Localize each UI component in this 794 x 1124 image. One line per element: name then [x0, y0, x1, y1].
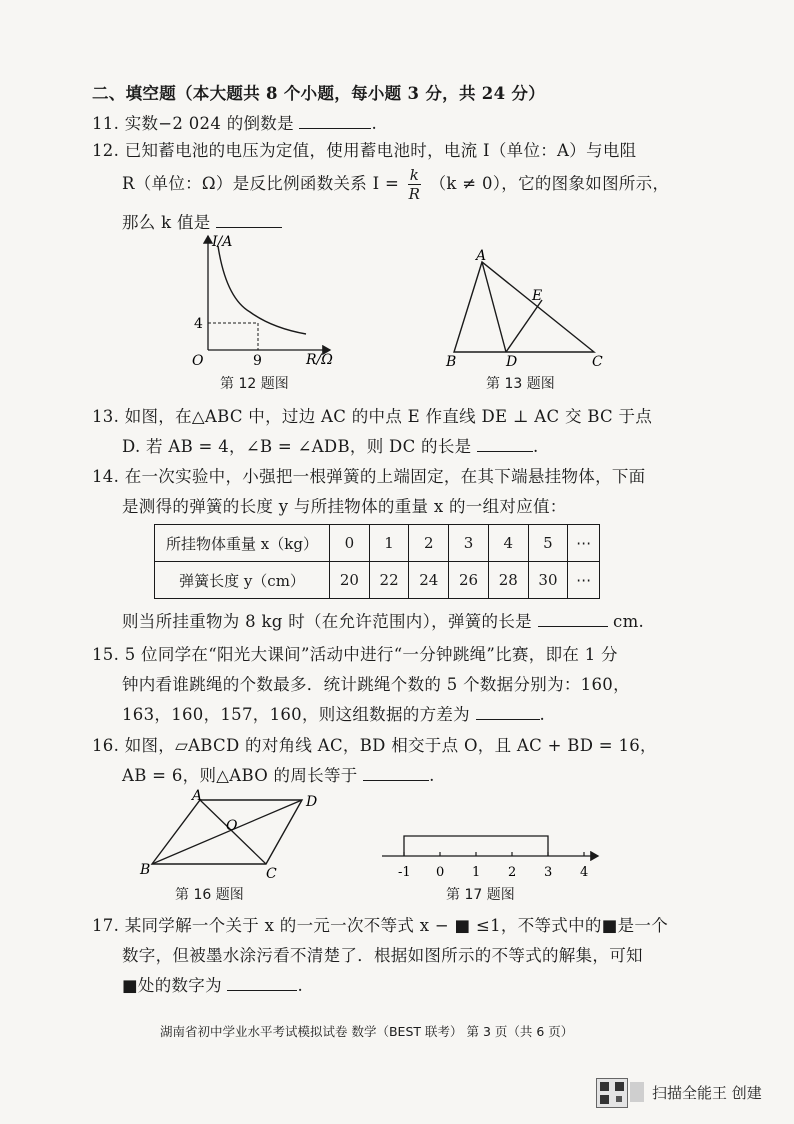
- question-11: [92, 110, 377, 134]
- question-14-line-1: [92, 463, 646, 487]
- question-text: 则当所挂重物为 8 kg 时（在允许范围内），弹簧的长是: [122, 612, 532, 631]
- question-16-line-2: [122, 762, 435, 786]
- question-text: 已知蓄电池的电压为定值，使用蓄电池时，电流 I（单位：A）与电阻: [124, 141, 637, 160]
- question-end: .: [297, 976, 303, 995]
- figure-13-triangle: [440, 248, 610, 372]
- table-cell: 3: [449, 525, 489, 562]
- question-17-line-1: [92, 912, 668, 936]
- question-text: 在一次实验中，小强把一根弹簧的上端固定，在其下端悬挂物体，下面: [124, 467, 646, 486]
- label-b: B: [140, 862, 151, 878]
- question-number: 12.: [92, 141, 120, 160]
- figure-17-number-line: [376, 826, 606, 884]
- question-number: 15.: [92, 645, 120, 664]
- question-end: .: [539, 705, 546, 724]
- question-12-line-1: [92, 137, 636, 161]
- answer-blank: [476, 705, 540, 720]
- figure-16-parallelogram: [136, 788, 326, 880]
- tick-label: 4: [580, 865, 589, 880]
- table-cell: ⋯: [568, 562, 600, 599]
- row-header: 所挂物体重量 x（kg）: [155, 525, 330, 562]
- question-17-line-3: [122, 972, 303, 996]
- question-text: R（单位：Ω）是反比例函数关系 I =: [122, 174, 400, 193]
- tick-label: -1: [398, 865, 411, 880]
- question-12-line-2: [122, 166, 669, 203]
- table-cell: 30: [528, 562, 568, 599]
- table-row: [155, 525, 600, 562]
- table-cell: 2: [409, 525, 449, 562]
- question-end: .: [429, 766, 435, 785]
- y-tick-label: 4: [194, 316, 203, 332]
- question-text: 钟内看谁跳绳的个数最多．统计跳绳个数的 5 个数据分别为：160，: [122, 675, 630, 694]
- question-text: （k ≠ 0），它的图象如图所示，: [429, 174, 670, 193]
- question-number: 14.: [92, 467, 120, 486]
- question-number: 11.: [92, 114, 120, 133]
- question-15-line-1: [92, 641, 618, 665]
- question-number: 16.: [92, 736, 120, 755]
- segment-ad: [482, 262, 506, 352]
- table-row: [155, 562, 600, 599]
- y-axis-label: I/A: [212, 234, 233, 250]
- question-text: 实数−2 024 的倒数是: [124, 114, 294, 133]
- x-axis-label: R/Ω: [306, 352, 333, 368]
- table-cell: 28: [488, 562, 528, 599]
- hyperbola-curve: [218, 246, 306, 334]
- question-end: .: [371, 114, 377, 133]
- question-text: 163，160，157，160，则这组数据的方差为: [122, 705, 470, 724]
- table-cell: 5: [528, 525, 568, 562]
- question-text: 那么 k 值是: [122, 213, 211, 232]
- label-b: B: [446, 354, 457, 370]
- table-cell: 0: [330, 525, 370, 562]
- question-text: 5 位同学在“阳光大课间”活动中进行“一分钟跳绳”比赛，即在 1 分: [124, 645, 618, 664]
- triangle-abc: [454, 262, 594, 352]
- page-footer: 湖南省初中学业水平考试模拟试卷 数学（BEST 联考） 第 3 页（共 6 页）: [160, 1024, 574, 1039]
- row-header: 弹簧长度 y（cm）: [155, 562, 330, 599]
- question-13-line-1: [92, 403, 652, 427]
- figure-17-caption: 第 17 题图: [446, 887, 515, 903]
- scanner-app-logo: [630, 1082, 644, 1102]
- tick-label: 0: [436, 865, 445, 880]
- qr-code-icon: [596, 1078, 628, 1108]
- label-c: C: [266, 866, 277, 880]
- question-text: ■处的数字为: [122, 976, 222, 995]
- question-text: AB = 6，则△ABO 的周长等于: [122, 766, 358, 785]
- label-a: A: [476, 248, 487, 264]
- question-text: 如图，在△ABC 中，过边 AC 的中点 E 作直线 DE ⊥ AC 交 BC 于点: [124, 407, 653, 426]
- label-e: E: [532, 288, 543, 304]
- tick-label: 1: [472, 865, 481, 880]
- question-text: 数字，但被墨水涂污看不清楚了．根据如图所示的不等式的解集，可知: [122, 946, 643, 965]
- question-number: 13.: [92, 407, 120, 426]
- answer-blank: [227, 976, 297, 991]
- label-d: D: [306, 794, 318, 810]
- table-cell: 24: [409, 562, 449, 599]
- label-c: C: [592, 354, 603, 370]
- figure-12-caption: 第 12 题图: [220, 376, 289, 392]
- question-14-line-2: [122, 493, 567, 517]
- question-15-line-3: [122, 701, 545, 725]
- answer-blank: [538, 612, 608, 627]
- question-end: .: [532, 437, 539, 456]
- unit-text: cm.: [613, 612, 645, 631]
- segment-de: [506, 300, 542, 352]
- fraction: [408, 166, 421, 203]
- question-text: 如图，▱ABCD 的对角线 AC，BD 相交于点 O，且 AC + BD = 16，: [124, 736, 657, 755]
- table-cell: 20: [330, 562, 370, 599]
- table-cell: ⋯: [568, 525, 600, 562]
- table-cell: 22: [369, 562, 409, 599]
- figure-13-caption: 第 13 题图: [486, 376, 555, 392]
- answer-blank: [363, 766, 429, 781]
- table-cell: 26: [449, 562, 489, 599]
- label-d: D: [506, 354, 518, 370]
- table-cell: 4: [488, 525, 528, 562]
- x-tick-label: 9: [253, 353, 262, 369]
- spring-data-table: [154, 524, 600, 599]
- label-o: O: [226, 818, 238, 834]
- answer-blank: [477, 437, 533, 452]
- question-number: 17.: [92, 916, 120, 935]
- table-cell: 1: [369, 525, 409, 562]
- question-15-line-2: [122, 671, 630, 695]
- origin-label: O: [192, 353, 204, 369]
- watermark-text: 扫描全能王 创建: [652, 1084, 762, 1102]
- fraction-numerator: k: [409, 166, 420, 184]
- question-13-line-2: [122, 433, 539, 457]
- question-text: D. 若 AB = 4，∠B = ∠ADB，则 DC 的长是: [122, 437, 472, 456]
- fraction-denominator: R: [408, 185, 421, 203]
- question-text: 是测得的弹簧的长度 y 与所挂物体的重量 x 的一组对应值：: [122, 497, 567, 516]
- question-text: 某同学解一个关于 x 的一元一次不等式 x − ■ ≤1，不等式中的■是一个: [124, 916, 668, 935]
- answer-blank: [299, 114, 371, 129]
- label-a: A: [192, 788, 203, 804]
- section-title: 二、填空题（本大题共 8 个小题，每小题 3 分，共 24 分）: [92, 84, 545, 103]
- question-16-line-1: [92, 732, 657, 756]
- figure-16-caption: 第 16 题图: [175, 887, 244, 903]
- answer-blank: [216, 213, 282, 228]
- figure-12-graph: [180, 228, 340, 370]
- tick-label: 2: [508, 865, 517, 880]
- question-17-line-2: [122, 942, 643, 966]
- tick-label: 3: [544, 865, 553, 880]
- question-14-line-3: [122, 608, 644, 632]
